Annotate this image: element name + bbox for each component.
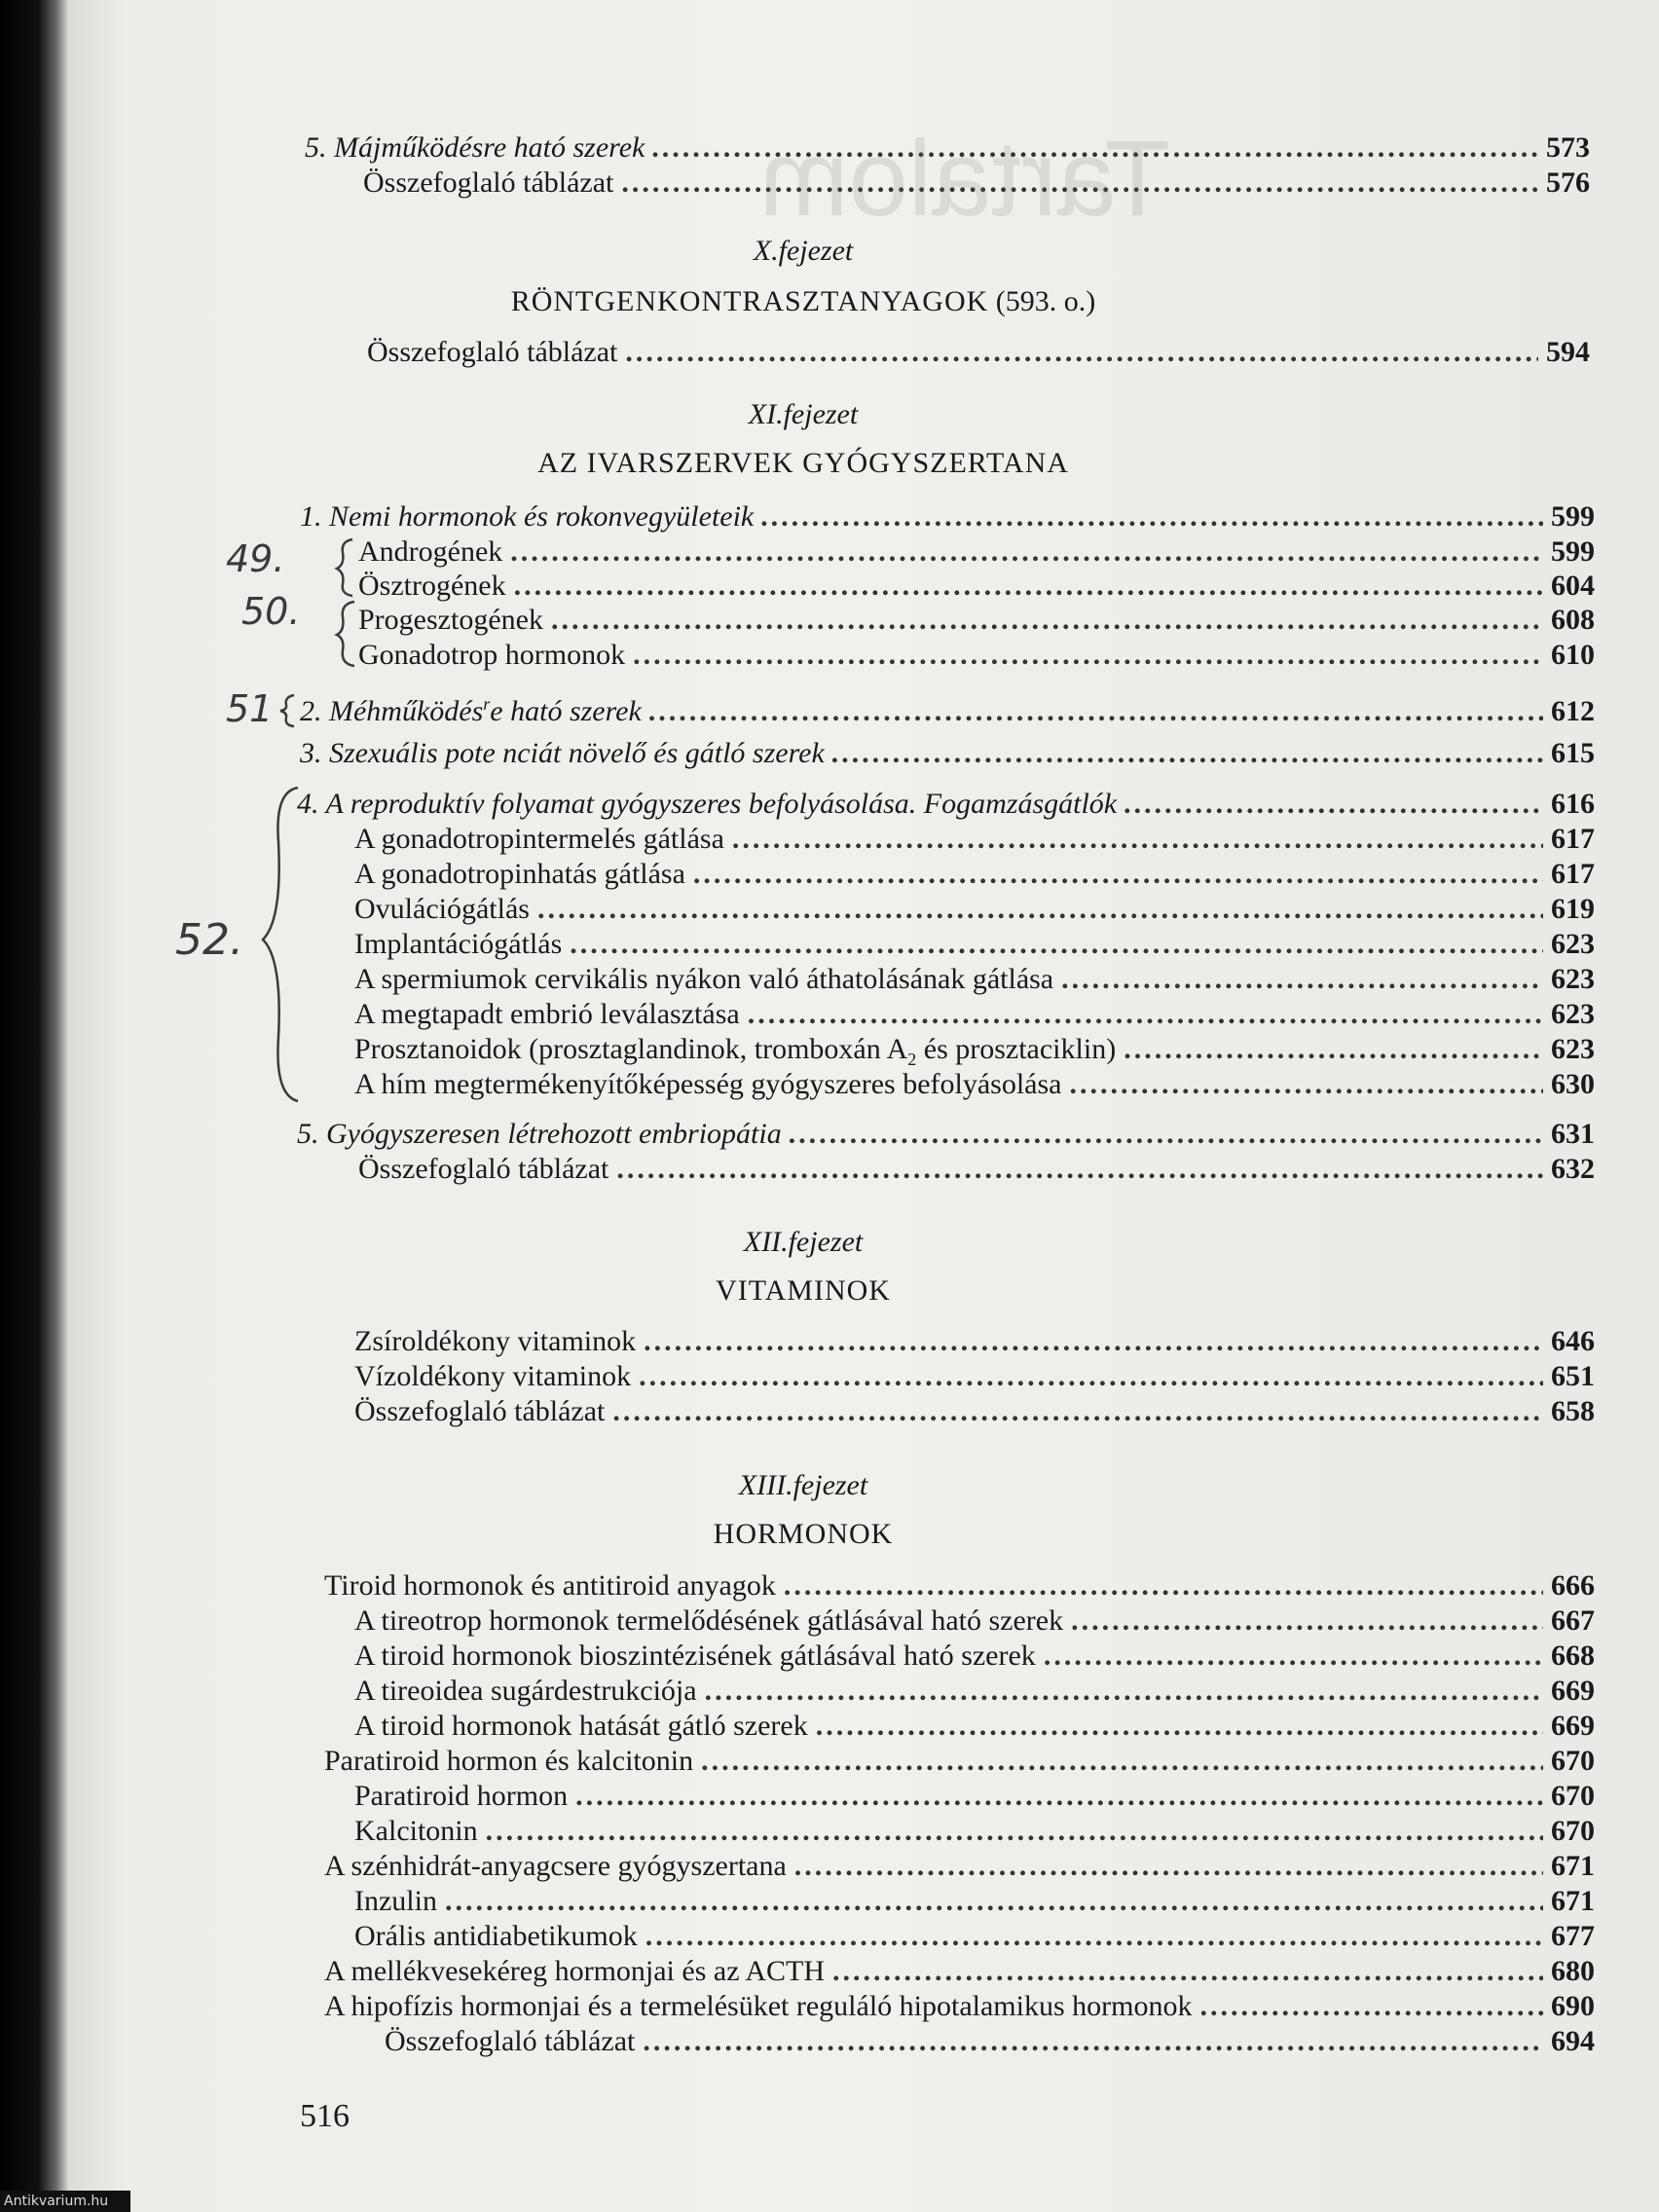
toc-entry[interactable] bbox=[354, 1779, 1595, 1814]
toc-leader bbox=[693, 857, 1543, 892]
chapter-title-text: AZ IVARSZERVEK GYÓGYSZERTANA bbox=[537, 447, 1069, 479]
toc-page-number: 630 bbox=[1551, 1068, 1595, 1100]
toc-entry-label: Prosztanoidok (prosztaglandinok, tromboxán $A_2$ és prosztaciklin) bbox=[354, 1033, 1117, 1069]
toc-entry[interactable] bbox=[324, 1568, 1595, 1604]
toc-leader bbox=[761, 499, 1543, 535]
toc-entry[interactable] bbox=[354, 1884, 1595, 1919]
toc-entry-label: A tiroid hormonok hatását gátló szerek bbox=[354, 1710, 808, 1742]
chapter-title bbox=[292, 1517, 1314, 1552]
toc-page-number: 617 bbox=[1551, 823, 1595, 855]
toc-page-number: 690 bbox=[1551, 1990, 1595, 2022]
toc-entry[interactable] bbox=[324, 1849, 1595, 1884]
toc-page-number: 670 bbox=[1551, 1780, 1595, 1812]
toc-entry-label: A hím megtermékenyítőképesség gyógyszeres befolyásolása bbox=[354, 1068, 1062, 1100]
toc-leader bbox=[643, 2024, 1543, 2059]
toc-entry-label: A gonadotropintermelés gátlása bbox=[354, 823, 724, 855]
toc-entry-label: Összefoglaló táblázat bbox=[354, 1395, 606, 1427]
handwritten-note-50: 50. bbox=[241, 590, 301, 633]
toc-leader bbox=[748, 997, 1543, 1032]
toc-entry-label: A tireoidea sugárdestrukciója bbox=[354, 1675, 697, 1707]
toc-page-number: 667 bbox=[1551, 1604, 1595, 1637]
toc-page-number: 677 bbox=[1551, 1920, 1595, 1952]
toc-entry[interactable] bbox=[354, 1709, 1595, 1744]
toc-entry-label: 2. Méhműködés$^r$e ható szerek bbox=[300, 694, 642, 727]
toc-entry-label: Paratiroid hormon és kalcitonin bbox=[324, 1745, 694, 1777]
toc-page-number: 651 bbox=[1551, 1360, 1595, 1392]
toc-leader bbox=[633, 638, 1543, 673]
toc-leader bbox=[790, 1117, 1543, 1152]
toc-page-number: 670 bbox=[1551, 1745, 1595, 1777]
toc-entry[interactable] bbox=[354, 962, 1595, 997]
toc-entry[interactable] bbox=[354, 822, 1595, 857]
toc-entry-label: Orális antidiabetikumok bbox=[354, 1920, 638, 1952]
toc-leader bbox=[705, 1674, 1543, 1709]
toc-leader bbox=[649, 694, 1543, 729]
toc-entry-label: Tiroid hormonok és antitiroid anyagok bbox=[324, 1569, 776, 1602]
toc-leader bbox=[1071, 1604, 1543, 1639]
toc-entry-label: 1. Nemi hormonok és rokonvegyületeik bbox=[300, 500, 755, 533]
toc-entry[interactable] bbox=[300, 736, 1595, 771]
toc-page-number: 623 bbox=[1551, 998, 1595, 1030]
toc-entry[interactable] bbox=[354, 1604, 1595, 1639]
toc-leader bbox=[612, 1394, 1543, 1429]
toc-entry[interactable] bbox=[358, 603, 1595, 638]
toc-page-number: 617 bbox=[1551, 858, 1595, 890]
toc-entry-label: 4. A reproduktív folyamat gyógyszeres befolyásolása. Fogamzásgátlók bbox=[297, 788, 1118, 820]
handwritten-brace-icon bbox=[255, 784, 304, 1105]
toc-leader bbox=[816, 1709, 1543, 1744]
toc-page-number: 669 bbox=[1551, 1675, 1595, 1707]
watermark: Antikvarium.hu bbox=[0, 2191, 130, 2212]
toc-entry-label: 3. Szexuális pote nciát növelő és gátló szerek bbox=[300, 737, 825, 769]
toc-page-number: 623 bbox=[1551, 963, 1595, 995]
toc-leader bbox=[1069, 1067, 1543, 1102]
toc-leader bbox=[1061, 962, 1543, 997]
toc-entry[interactable] bbox=[297, 787, 1595, 822]
toc-entry[interactable] bbox=[358, 1152, 1595, 1187]
toc-leader bbox=[701, 1744, 1543, 1779]
toc-entry[interactable] bbox=[358, 569, 1595, 604]
toc-entry[interactable] bbox=[354, 1394, 1595, 1429]
toc-entry[interactable] bbox=[354, 1067, 1595, 1102]
toc-entry[interactable] bbox=[385, 2024, 1595, 2059]
toc-entry-label: A hipofízis hormonjai és a termelésüket reguláló hipotalamikus hormonok bbox=[324, 1990, 1193, 2022]
toc-entry[interactable] bbox=[324, 1989, 1595, 2024]
toc-entry[interactable] bbox=[324, 1954, 1595, 1989]
toc-page-number: 599 bbox=[1551, 535, 1595, 568]
toc-leader bbox=[1124, 1032, 1543, 1067]
chapter-title-text: VITAMINOK bbox=[716, 1274, 891, 1307]
toc-page-number: 594 bbox=[1546, 336, 1590, 368]
toc-entry-label: A tireotrop hormonok termelődésének gátlásával ható szerek bbox=[354, 1604, 1064, 1637]
toc-leader bbox=[551, 603, 1543, 638]
toc-page-number: 576 bbox=[1546, 166, 1590, 199]
toc-entry[interactable] bbox=[354, 1324, 1595, 1359]
toc-page-number: 623 bbox=[1551, 1033, 1595, 1065]
toc-leader bbox=[486, 1814, 1543, 1849]
toc-entry-label: A spermiumok cervikális nyákon való áthatolásának gátlása bbox=[354, 963, 1054, 995]
toc-page-number: 666 bbox=[1551, 1569, 1595, 1602]
page-number: 516 bbox=[300, 2098, 350, 2134]
toc-page-number: 670 bbox=[1551, 1815, 1595, 1847]
toc-entry-label: Összefoglaló táblázat bbox=[385, 2025, 636, 2057]
toc-leader bbox=[639, 1359, 1543, 1394]
toc-entry-label: A gonadotropinhatás gátlása bbox=[354, 858, 685, 890]
toc-page-number: 671 bbox=[1551, 1885, 1595, 1917]
toc-entry-label: A megtapadt embrió leválasztása bbox=[354, 998, 740, 1030]
toc-entry-label: Összefoglaló táblázat bbox=[367, 336, 618, 368]
toc-entry-label: A tiroid hormonok bioszintézisének gátlásával ható szerek bbox=[354, 1640, 1036, 1672]
toc-entry-label: Összefoglaló táblázat bbox=[363, 166, 614, 199]
toc-leader bbox=[445, 1884, 1543, 1919]
toc-entry[interactable] bbox=[367, 335, 1590, 370]
toc-entry[interactable] bbox=[354, 1674, 1595, 1709]
toc-leader bbox=[575, 1779, 1543, 1814]
toc-leader bbox=[514, 569, 1543, 604]
toc-leader bbox=[1044, 1639, 1543, 1674]
chapter-label: X.fejezet bbox=[753, 235, 854, 267]
toc-entry[interactable] bbox=[354, 857, 1595, 892]
toc-entry[interactable] bbox=[354, 1639, 1595, 1674]
toc-entry-label: 5. Gyógyszeresen létrehozott embriopátia bbox=[297, 1118, 782, 1150]
toc-leader bbox=[832, 736, 1543, 771]
toc-page-number: 694 bbox=[1551, 2025, 1595, 2057]
toc-page-number: 668 bbox=[1551, 1640, 1595, 1672]
toc-entry-label: Androgének bbox=[358, 535, 503, 568]
toc-entry-label: Összefoglaló táblázat bbox=[358, 1153, 609, 1185]
bleed-through-text: Tartalom bbox=[759, 119, 1170, 239]
toc-entry[interactable] bbox=[354, 1359, 1595, 1394]
toc-page-number: 658 bbox=[1551, 1395, 1595, 1427]
toc-entry[interactable] bbox=[354, 927, 1595, 962]
toc-entry[interactable] bbox=[358, 535, 1595, 570]
toc-entry[interactable] bbox=[297, 1117, 1595, 1152]
toc-page-number: 619 bbox=[1551, 893, 1595, 925]
toc-entry[interactable] bbox=[354, 1919, 1595, 1954]
chapter-label: XII.fejezet bbox=[743, 1226, 864, 1258]
toc-page-number: 573 bbox=[1546, 131, 1590, 164]
toc-entry[interactable] bbox=[300, 686, 1595, 729]
toc-page-number: 680 bbox=[1551, 1955, 1595, 1987]
toc-leader bbox=[537, 892, 1543, 927]
toc-leader bbox=[616, 1152, 1543, 1187]
toc-leader bbox=[832, 1954, 1543, 1989]
toc-page-number: 610 bbox=[1551, 639, 1595, 671]
toc-entry[interactable] bbox=[354, 997, 1595, 1032]
toc-page-number: 599 bbox=[1551, 500, 1595, 533]
toc-leader bbox=[625, 335, 1538, 370]
toc-leader bbox=[1124, 787, 1543, 822]
toc-entry-label: A szénhidrát-anyagcsere gyógyszertana bbox=[324, 1850, 787, 1882]
toc-page-number: 604 bbox=[1551, 570, 1595, 602]
toc-page-number: 669 bbox=[1551, 1710, 1595, 1742]
toc-leader bbox=[784, 1568, 1543, 1604]
handwritten-note-49: 49. bbox=[226, 537, 285, 580]
toc-leader bbox=[645, 1919, 1543, 1954]
handwritten-brace-icon bbox=[331, 535, 360, 672]
handwritten-brace-icon bbox=[273, 693, 302, 728]
chapter-label: XIII.fejezet bbox=[738, 1469, 868, 1501]
toc-entry[interactable] bbox=[358, 638, 1595, 673]
handwritten-note-51: 51 bbox=[226, 687, 274, 730]
toc-entry-label: Ösztrogének bbox=[358, 570, 506, 602]
toc-leader bbox=[1199, 1989, 1543, 2024]
toc-entry-label: Progesztogének bbox=[358, 604, 543, 636]
toc-entry-label: Zsíroldékony vitaminok bbox=[354, 1325, 637, 1357]
toc-entry[interactable] bbox=[354, 892, 1595, 927]
toc-entry[interactable] bbox=[324, 1744, 1595, 1779]
toc-page-number: 671 bbox=[1551, 1850, 1595, 1882]
toc-entry-label: Paratiroid hormon bbox=[354, 1780, 569, 1812]
chapter-title-text: HORMONOK bbox=[713, 1518, 894, 1550]
toc-page-number: 623 bbox=[1551, 928, 1595, 960]
toc-entry[interactable] bbox=[354, 1814, 1595, 1849]
chapter-title bbox=[292, 446, 1314, 481]
toc-entry-label: 5. Májműködésre ható szerek bbox=[305, 131, 645, 164]
toc-entry-label: Ovulációgátlás bbox=[354, 893, 530, 925]
toc-page-number: 616 bbox=[1551, 788, 1595, 820]
toc-entry-label: Implantációgátlás bbox=[354, 928, 563, 960]
toc-page-number: 615 bbox=[1551, 737, 1595, 769]
chapter-title bbox=[292, 284, 1314, 319]
chapter-title-page: (593. o.) bbox=[995, 285, 1096, 317]
toc-page-number: 612 bbox=[1551, 695, 1595, 727]
toc-page-number: 608 bbox=[1551, 604, 1595, 636]
toc-leader bbox=[732, 822, 1543, 857]
toc-leader bbox=[510, 535, 1543, 570]
toc-entry-label: A mellékvesekéreg hormonjai és az ACTH bbox=[324, 1955, 826, 1987]
chapter-title-text: RÖNTGENKONTRASZTANYAGOK bbox=[510, 285, 989, 317]
toc-page-number: 646 bbox=[1551, 1325, 1595, 1357]
toc-entry-label: Vízoldékony vitaminok bbox=[354, 1360, 632, 1392]
toc-leader bbox=[570, 927, 1543, 962]
toc-entry-label: Kalcitonin bbox=[354, 1815, 478, 1847]
toc-leader bbox=[794, 1849, 1543, 1884]
toc-page-number: 631 bbox=[1551, 1118, 1595, 1150]
toc-entry-label: Inzulin bbox=[354, 1885, 437, 1917]
chapter-title bbox=[292, 1273, 1314, 1309]
chapter-label: XI.fejezet bbox=[748, 398, 859, 430]
toc-entry[interactable] bbox=[300, 499, 1595, 535]
toc-page-number: 632 bbox=[1551, 1153, 1595, 1185]
handwritten-note-52: 52. bbox=[175, 915, 243, 965]
toc-leader bbox=[644, 1324, 1543, 1359]
toc-entry-label: Gonadotrop hormonok bbox=[358, 639, 626, 671]
